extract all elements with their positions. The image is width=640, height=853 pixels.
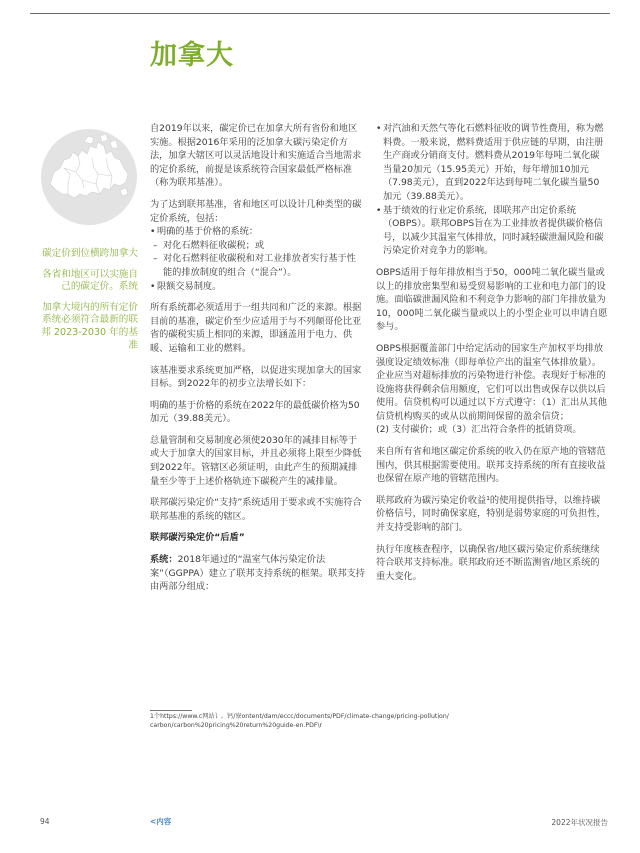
paragraph: 来自所有省和地区碳定价系统的收入仍在原产地的管辖范围内，供其根据需要使用。联邦支持系统的所有直接收益也保留在原产地的管辖范围内。 [376,446,606,485]
backstop-components-list [376,122,608,258]
paragraph: 联邦碳污染定价“支持”系统适用于要求或不实施符合联邦基准的系统的辖区。 [150,497,362,522]
paragraph: (2) 支付碳价；或（3）汇出符合条件的抵销贷项。 [376,424,582,436]
page-number: 94 [40,817,50,826]
right-column [376,122,608,591]
top-divider [30,13,610,14]
paragraph [150,553,365,594]
contents-link[interactable]: <内容 [150,817,172,826]
footnote: 1个https://www.c网站讠。钙/寮ontent/dam/eccc/documents/PDF/climate-change/pricing-pollution/carbon/carbon%20pricing%20return%20guide-en.PDF\r [150,713,449,729]
list-item: • 限额交易制度。 [150,280,365,294]
left-column [150,122,365,602]
paragraph: 总量管制和交易制度必须使2030年的减排目标等于或大于加拿大的国家目标，并且必须将上限至少降低到2022年。管辖区必须证明，由此产生的预期减排量至少等于上述价格轨迹下碳税产生的减排量。 [150,434,362,487]
list-item: • 明确的基于价格的系统： [150,225,365,239]
sidebar-note: 各省和地区可以实施自己的碳定价。系统 [42,268,138,293]
list-subitem: – 对化石燃料征收碳税和对工业排放者实行基于性能的排放制度的组合（“混合”）。 [150,252,365,279]
sidebar-note: 加拿大境内的所有定价系统必须符合最新的联邦 2023-2030 年的基准 [41,301,138,351]
report-name: 2022年状况报告 [551,818,608,827]
canada-map-icon [40,128,138,226]
paragraph-label: 系统： [150,554,178,566]
paragraph-text: 2018年通过的“温室气体污染定价法案”（GGPPA）建立了联邦支持系统的框架。联邦支持由两部分组成： [150,554,365,593]
section-heading: 联邦碳污染定价“后盾” [150,532,245,544]
paragraph: 为了达到联邦基准，省和地区可以设计几种类型的碳定价系统，包括： [150,198,362,224]
list-item: • 对汽油和天然气等化石燃料征收的调节性费用，称为燃料费。一般来说，燃料费适用于供应链的早期，由注册生产商或分销商支付。燃料费从2019年每吨二氧化碳当量20加元（15.95美元）开始，每年增加10加元（7.98美元），直到2022年达到每吨二氧化碳当量50加元（39.88美元）。 [376,122,608,204]
paragraph: 明确的基于价格的系统在2022年的最低碳价格为50加元（39.88美元）。 [150,399,360,425]
list-subitem: – 对化石燃料征收碳税；或 [150,239,365,253]
paragraph: OBPS适用于每年排放相当于50，000吨二氧化碳当量或以上的排放密集型和易受贸易影响的工业和电力部门的设施。面临碳泄漏风险和不利竞争力影响的部门年排放量为10，000吨二氧化碳当量或以上的小型企业可以申请自愿参与。 [376,266,608,333]
paragraph: OBPS根据覆盖部门中给定活动的国家生产加权平均排放强度设定绩效标准（即每单位产出的温室气体排放量）。企业应当对超标排放的污染物进行补偿。表现好于标准的设施将获得剩余信用额度，它们可以出售或保存以供以后使用。信贷机构可以通过以下方式遵守：（1）汇出从其他信贷机构购买的或从以前期间保留的盈余信贷； [376,342,607,422]
paragraph: 联邦政府为碳污染定价收益¹的使用提供指导，以维持碳价格信号，同时确保家庭，特别是弱势家庭的可负担性，并支持受影响的部门。 [376,494,606,534]
paragraph: 该基准要求系统更加严格，以促进实现加拿大的国家目标。到2022年的初步立法增长如下： [150,364,362,390]
paragraph: 所有系统都必须适用于一组共同和广泛的来源。根据目前的基准，碳定价至少应适用于与不列颠哥伦比亚省的碳税实质上相同的来源，即涵盖用于电力、供暖、运输和工业的燃料。 [150,302,362,354]
sidebar-notes [40,248,138,360]
page-title: 加拿大 [150,40,234,71]
sidebar-note: 碳定价到位横跨加拿大 [42,248,138,259]
list-item: • 基于绩效的行业定价系统，即联邦产出定价系统（OBPS）。联邦OBPS旨在为工业排放者提供碳价格信号，以减少其温室气体排放，同时减轻碳泄漏风险和碳污染定价对竞争力的影响。 [376,204,608,258]
paragraph: 执行年度核查程序，以确保省/地区碳污染定价系统继续符合联邦支持标准。联邦政府还不断监测省/地区系统的重大变化。 [376,543,600,582]
pricing-systems-list [150,225,365,293]
paragraph: 自2019年以来，碳定价已在加拿大所有省份和地区实施。根据2016年采用的泛加拿大碳污染定价方法，加拿大辖区可以灵活地设计和实施适合当地需求的定价系统，前提是该系统符合国家最低严格标准（称为联邦基准）。 [150,123,362,189]
footnote-divider [150,710,192,711]
